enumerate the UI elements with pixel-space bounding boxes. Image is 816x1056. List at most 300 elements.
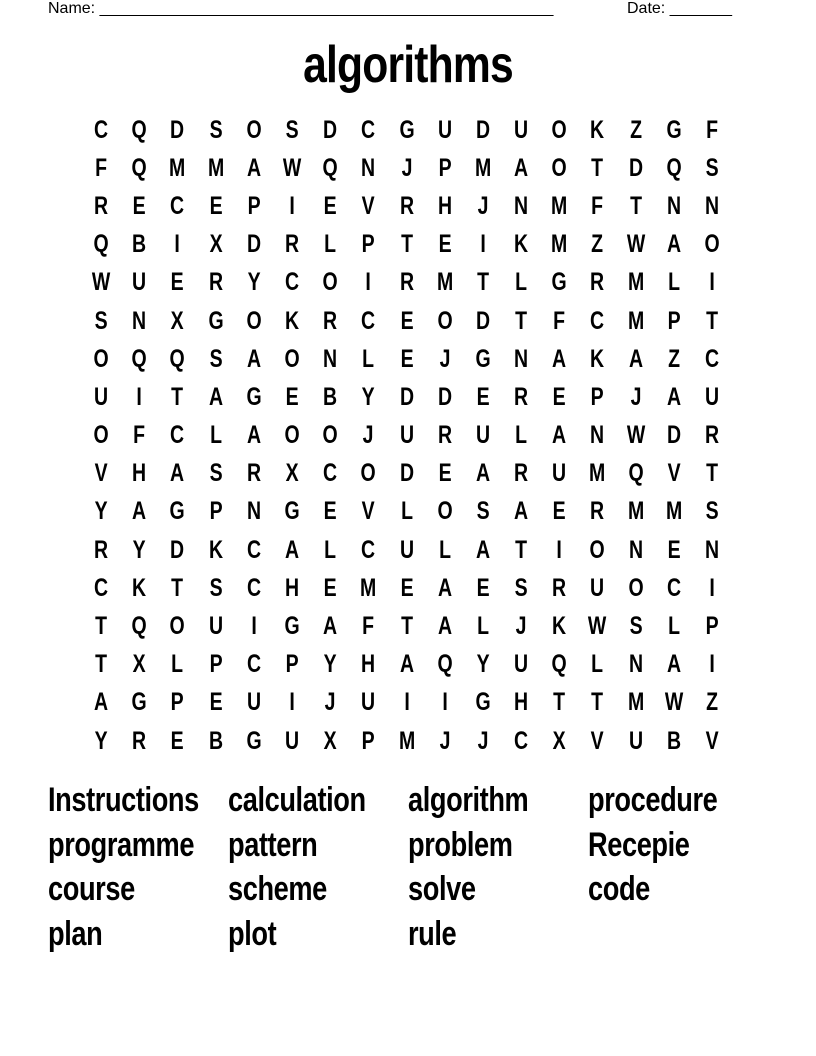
grid-letter: A: [666, 230, 681, 259]
word-bank-item: pattern: [228, 825, 318, 864]
date-field-label: Date: _______: [627, 0, 732, 17]
grid-letter: I: [556, 535, 563, 564]
grid-letter: U: [514, 115, 529, 144]
word-bank-item: plot: [228, 915, 277, 954]
grid-letter: A: [666, 382, 681, 411]
grid-letter: L: [400, 497, 413, 526]
grid-letter: G: [246, 382, 262, 411]
grid-letter: V: [361, 497, 375, 526]
word-bank-item: Recepie: [588, 825, 690, 864]
grid-letter: R: [323, 306, 338, 335]
grid-letter: K: [590, 115, 605, 144]
grid-letter: M: [627, 306, 644, 335]
grid-letter: N: [132, 306, 147, 335]
grid-letter: I: [289, 191, 295, 220]
grid-letter: M: [551, 191, 568, 220]
grid-letter: L: [667, 612, 680, 641]
grid-letter: L: [477, 612, 489, 641]
grid-letter: S: [209, 573, 223, 602]
grid-letter: G: [246, 726, 262, 755]
grid-letter: V: [667, 459, 681, 488]
grid-letter: O: [704, 230, 720, 259]
grid-letter: N: [705, 535, 720, 564]
grid-letter: Z: [629, 115, 642, 144]
grid-letter: E: [400, 344, 414, 373]
grid-letter: E: [476, 382, 490, 411]
grid-letter: G: [169, 497, 186, 526]
grid-letter: T: [591, 153, 604, 182]
grid-letter: K: [132, 573, 147, 602]
grid-letter: O: [437, 306, 453, 335]
grid-letter: M: [589, 459, 606, 488]
grid-letter: T: [515, 306, 528, 335]
grid-letter: N: [628, 650, 643, 679]
grid-letter: T: [515, 535, 528, 564]
grid-letter: C: [94, 573, 109, 602]
grid-letter: C: [705, 344, 720, 373]
grid-letter: L: [667, 268, 680, 297]
grid-letter: I: [480, 230, 486, 259]
grid-letter: P: [170, 688, 184, 717]
grid-letter: V: [591, 726, 605, 755]
grid-letter: H: [284, 573, 300, 602]
grid-letter: L: [515, 421, 528, 450]
grid-letter: O: [93, 344, 109, 373]
grid-letter: Y: [323, 650, 337, 679]
grid-letter: T: [629, 191, 642, 220]
grid-letter: D: [170, 115, 185, 144]
grid-letter: L: [591, 650, 604, 679]
grid-letter: D: [475, 115, 491, 144]
grid-letter: D: [666, 421, 681, 450]
grid-letter: Q: [322, 153, 338, 182]
grid-letter: U: [246, 688, 261, 717]
grid-letter: C: [284, 268, 300, 297]
grid-letter: S: [209, 115, 223, 144]
grid-letter: R: [399, 268, 414, 297]
grid-letter: N: [246, 497, 261, 526]
grid-letter: C: [94, 115, 109, 144]
grid-letter: C: [170, 421, 185, 450]
grid-letter: U: [132, 268, 147, 297]
grid-letter: N: [666, 191, 681, 220]
grid-letter: F: [362, 612, 375, 641]
grid-letter: Z: [667, 344, 680, 373]
grid-letter: X: [209, 230, 223, 259]
grid-letter: U: [208, 612, 223, 641]
grid-letter: B: [132, 230, 147, 259]
grid-letter: X: [170, 306, 184, 335]
grid-letter: Y: [361, 382, 375, 411]
grid-letter: Q: [437, 650, 453, 679]
grid-letter: P: [591, 382, 605, 411]
word-bank-item: rule: [408, 915, 457, 954]
grid-letter: G: [284, 612, 300, 641]
grid-letter: J: [630, 382, 642, 411]
grid-letter: M: [627, 268, 644, 297]
grid-letter: S: [94, 306, 108, 335]
grid-letter: T: [95, 612, 108, 641]
grid-letter: A: [246, 153, 261, 182]
grid-letter: G: [399, 115, 415, 144]
grid-letter: C: [590, 306, 605, 335]
grid-letter: L: [324, 535, 337, 564]
grid-letter: W: [664, 688, 684, 717]
grid-letter: W: [626, 230, 645, 259]
grid-letter: A: [246, 421, 261, 450]
grid-letter: A: [208, 382, 223, 411]
word-bank-item: programme: [48, 825, 195, 864]
grid-letter: E: [667, 535, 681, 564]
grid-letter: T: [553, 688, 566, 717]
grid-letter: B: [666, 726, 681, 755]
grid-letter: C: [666, 573, 681, 602]
grid-letter: Q: [666, 153, 682, 182]
grid-letter: U: [437, 115, 452, 144]
grid-letter: V: [94, 459, 108, 488]
grid-letter: S: [705, 497, 719, 526]
grid-letter: I: [251, 612, 257, 641]
grid-letter: P: [705, 612, 719, 641]
grid-letter: E: [323, 573, 337, 602]
grid-letter: M: [627, 688, 644, 717]
word-bank-item: plan: [48, 915, 103, 954]
grid-letter: Q: [628, 459, 644, 488]
grid-letter: A: [552, 421, 567, 450]
grid-letter: A: [170, 459, 185, 488]
grid-letter: G: [475, 688, 491, 717]
grid-letter: R: [590, 497, 605, 526]
grid-letter: T: [706, 306, 719, 335]
grid-letter: J: [362, 421, 374, 450]
grid-letter: H: [361, 650, 376, 679]
grid-letter: C: [361, 115, 376, 144]
grid-letter: Q: [131, 344, 147, 373]
grid-letter: R: [94, 535, 109, 564]
grid-letter: U: [705, 382, 720, 411]
grid-letter: Q: [551, 650, 567, 679]
grid-letter: X: [323, 726, 337, 755]
grid-letter: D: [628, 153, 643, 182]
grid-letter: D: [399, 382, 414, 411]
grid-letter: A: [246, 344, 261, 373]
grid-letter: G: [551, 268, 567, 297]
grid-letter: R: [246, 459, 261, 488]
grid-letter: Q: [131, 153, 147, 182]
grid-letter: S: [209, 344, 223, 373]
grid-letter: A: [475, 459, 491, 488]
grid-letter: E: [400, 573, 414, 602]
word-bank-item: calculation: [228, 781, 366, 819]
grid-letter: F: [95, 153, 108, 182]
word-bank-item: solve: [408, 870, 476, 909]
grid-letter: Y: [247, 268, 261, 297]
grid-letter: Z: [706, 688, 719, 717]
grid-letter: E: [438, 230, 452, 259]
grid-letter: Q: [93, 230, 109, 259]
grid-letter: N: [323, 344, 338, 373]
grid-letter: E: [438, 459, 452, 488]
grid-letter: U: [552, 459, 567, 488]
grid-letter: N: [514, 191, 529, 220]
grid-letter: E: [170, 726, 184, 755]
grid-letter: K: [284, 306, 300, 335]
grid-letter: C: [170, 191, 185, 220]
grid-letter: O: [437, 497, 453, 526]
grid-letter: T: [171, 573, 184, 602]
grid-letter: Y: [476, 650, 490, 679]
grid-letter: F: [553, 306, 566, 335]
grid-letter: P: [438, 153, 452, 182]
word-bank-item: procedure: [588, 781, 718, 819]
grid-letter: I: [709, 268, 715, 297]
grid-letter: M: [436, 268, 453, 297]
grid-letter: S: [209, 459, 223, 488]
grid-letter: O: [360, 459, 376, 488]
grid-letter: D: [437, 382, 452, 411]
grid-letter: R: [437, 421, 452, 450]
grid-letter: S: [514, 573, 528, 602]
grid-letter: P: [667, 306, 681, 335]
grid-letter: A: [437, 573, 452, 602]
grid-letter: N: [590, 421, 605, 450]
grid-letter: C: [361, 535, 376, 564]
grid-letter: C: [361, 306, 376, 335]
grid-letter: E: [323, 191, 337, 220]
grid-letter: P: [209, 650, 223, 679]
grid-letter: J: [401, 153, 413, 182]
grid-letter: Q: [169, 344, 186, 373]
grid-letter: X: [132, 650, 146, 679]
grid-letter: L: [438, 535, 451, 564]
grid-letter: A: [94, 688, 109, 717]
grid-letter: P: [209, 497, 223, 526]
grid-letter: W: [91, 268, 111, 297]
grid-letter: O: [284, 344, 300, 373]
grid-letter: R: [514, 459, 529, 488]
page-title: algorithms: [303, 36, 513, 94]
grid-letter: W: [626, 421, 645, 450]
grid-letter: L: [209, 421, 222, 450]
grid-letter: O: [246, 115, 262, 144]
grid-letter: D: [170, 535, 185, 564]
grid-letter: O: [246, 306, 262, 335]
grid-letter: J: [324, 688, 336, 717]
grid-letter: T: [477, 268, 489, 297]
grid-letter: A: [437, 612, 452, 641]
grid-letter: J: [439, 344, 451, 373]
name-field-label: Name: ___________________________________________________: [48, 0, 554, 17]
grid-letter: S: [705, 153, 719, 182]
grid-letter: O: [169, 612, 186, 641]
grid-letter: K: [590, 344, 605, 373]
grid-letter: T: [400, 612, 413, 641]
grid-letter: F: [133, 421, 146, 450]
grid-letter: R: [705, 421, 720, 450]
grid-letter: A: [628, 344, 643, 373]
grid-letter: O: [322, 268, 338, 297]
grid-letter: A: [399, 650, 414, 679]
grid-letter: A: [284, 535, 300, 564]
grid-letter: U: [361, 688, 376, 717]
grid-letter: C: [246, 535, 261, 564]
grid-letter: M: [207, 153, 224, 182]
grid-letter: U: [94, 382, 109, 411]
grid-letter: P: [285, 650, 299, 679]
grid-letter: I: [289, 688, 295, 717]
grid-letter: G: [666, 115, 682, 144]
grid-letter: T: [95, 650, 108, 679]
grid-letter: K: [552, 612, 567, 641]
grid-letter: X: [552, 726, 566, 755]
grid-letter: E: [209, 688, 223, 717]
grid-letter: N: [628, 535, 643, 564]
grid-letter: A: [552, 344, 567, 373]
grid-letter: C: [246, 573, 261, 602]
grid-letter: J: [477, 726, 489, 755]
grid-letter: G: [475, 344, 491, 373]
grid-letter: E: [323, 497, 337, 526]
grid-letter: D: [475, 306, 491, 335]
grid-letter: A: [475, 535, 491, 564]
grid-letter: U: [475, 421, 491, 450]
grid-letter: E: [400, 306, 414, 335]
grid-letter: G: [284, 497, 300, 526]
grid-letter: O: [551, 153, 567, 182]
grid-letter: E: [209, 191, 223, 220]
grid-letter: M: [398, 726, 415, 755]
grid-letter: U: [628, 726, 643, 755]
grid-letter: E: [552, 497, 566, 526]
word-bank-item: course: [48, 870, 135, 909]
grid-letter: K: [208, 535, 223, 564]
grid-letter: Q: [131, 612, 147, 641]
grid-letter: H: [132, 459, 147, 488]
grid-letter: L: [515, 268, 528, 297]
word-bank-item: algorithm: [408, 781, 529, 819]
grid-letter: X: [285, 459, 299, 488]
grid-letter: G: [208, 306, 224, 335]
grid-letter: Q: [131, 115, 147, 144]
grid-letter: E: [170, 268, 184, 297]
grid-letter: N: [705, 191, 720, 220]
grid-letter: I: [365, 268, 372, 297]
grid-letter: P: [361, 230, 375, 259]
grid-letter: A: [323, 612, 338, 641]
grid-letter: R: [399, 191, 414, 220]
grid-letter: O: [284, 421, 300, 450]
grid-letter: Z: [591, 230, 604, 259]
grid-letter: R: [552, 573, 567, 602]
word-bank-item: scheme: [228, 870, 327, 909]
grid-letter: M: [360, 573, 377, 602]
grid-letter: W: [282, 153, 302, 182]
grid-letter: R: [132, 726, 147, 755]
grid-letter: J: [477, 191, 489, 220]
grid-letter: U: [399, 535, 414, 564]
grid-letter: G: [131, 688, 147, 717]
grid-letter: Y: [94, 726, 108, 755]
grid-letter: T: [171, 382, 184, 411]
grid-letter: S: [285, 115, 299, 144]
word-search-grid: [82, 111, 734, 760]
grid-letter: C: [323, 459, 338, 488]
grid-letter: R: [208, 268, 223, 297]
grid-letter: B: [208, 726, 223, 755]
grid-letter: N: [514, 344, 529, 373]
grid-letter: W: [588, 612, 607, 641]
grid-letter: O: [93, 421, 109, 450]
grid-letter: R: [590, 268, 605, 297]
grid-letter: T: [706, 459, 719, 488]
grid-letter: D: [323, 115, 338, 144]
grid-letter: I: [442, 688, 448, 717]
grid-letter: J: [515, 612, 527, 641]
grid-letter: S: [476, 497, 490, 526]
grid-letter: I: [709, 650, 715, 679]
grid-letter: Y: [94, 497, 108, 526]
grid-letter: O: [551, 115, 567, 144]
grid-letter: R: [94, 191, 109, 220]
grid-letter: K: [514, 230, 529, 259]
grid-letter: U: [590, 573, 605, 602]
grid-letter: D: [399, 459, 414, 488]
grid-letter: P: [247, 191, 261, 220]
grid-letter: E: [285, 382, 299, 411]
grid-letter: H: [437, 191, 452, 220]
grid-letter: A: [666, 650, 681, 679]
grid-letter: E: [476, 573, 490, 602]
grid-letter: F: [706, 115, 719, 144]
grid-letter: I: [174, 230, 181, 259]
word-bank-item: problem: [408, 825, 513, 864]
grid-letter: M: [474, 153, 492, 182]
grid-letter: A: [132, 497, 147, 526]
grid-letter: T: [400, 230, 413, 259]
grid-letter: Y: [132, 535, 146, 564]
grid-letter: O: [589, 535, 606, 564]
grid-letter: E: [552, 382, 566, 411]
word-bank: [48, 778, 768, 957]
grid-letter: T: [591, 688, 604, 717]
grid-letter: R: [284, 230, 300, 259]
grid-letter: I: [136, 382, 142, 411]
grid-letter: R: [514, 382, 529, 411]
grid-letter: M: [627, 497, 644, 526]
grid-letter: V: [361, 191, 375, 220]
grid-letter: C: [246, 650, 261, 679]
grid-letter: U: [399, 421, 414, 450]
grid-letter: O: [628, 573, 644, 602]
grid-letter: C: [514, 726, 529, 755]
grid-letter: M: [551, 230, 568, 259]
grid-letter: I: [403, 688, 410, 717]
grid-letter: S: [629, 612, 643, 641]
grid-letter: P: [361, 726, 375, 755]
grid-letter: E: [132, 191, 146, 220]
word-bank-item: Instructions: [48, 781, 199, 819]
grid-letter: A: [514, 153, 529, 182]
grid-letter: M: [169, 153, 186, 182]
grid-letter: A: [514, 497, 529, 526]
grid-letter: V: [705, 726, 719, 755]
grid-letter: D: [246, 230, 261, 259]
grid-letter: I: [709, 573, 715, 602]
grid-letter: M: [665, 497, 683, 526]
grid-letter: L: [324, 230, 337, 259]
grid-letter: F: [591, 191, 604, 220]
word-bank-item: code: [588, 870, 650, 909]
